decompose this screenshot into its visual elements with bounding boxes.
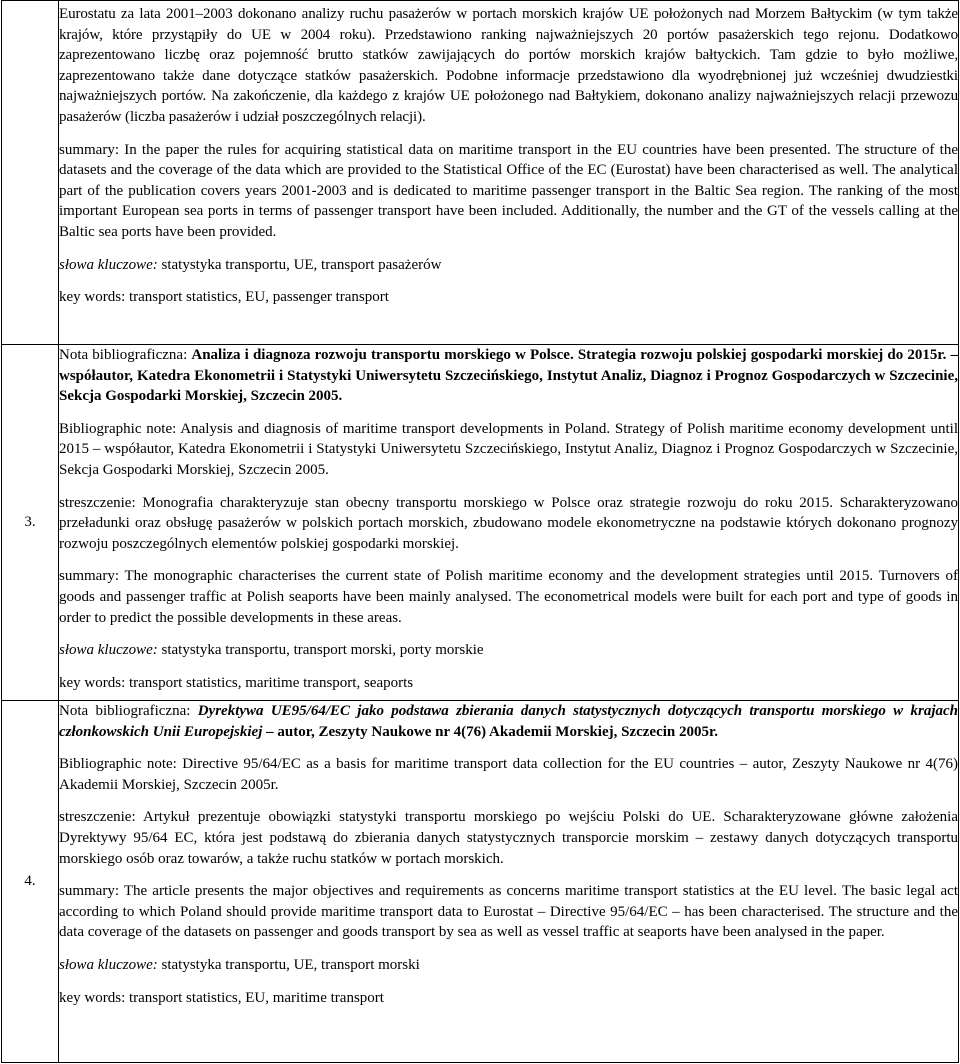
summary-en: summary: The monographic characterises the current state of Polish maritime economy and the development strategies until 2015. Turnovers of goods and passenger traffic at Polish seaports have been mainly analysed. The econometrical models were built for each port and type of goods in order to predict the possible developments in these areas.: [59, 568, 958, 626]
keywords-en: key words: transport statistics, EU, maritime transport: [59, 989, 384, 1006]
keywords-en: key words: transport statistics, EU, passenger transport: [59, 289, 389, 306]
summary-en: summary: In the paper the rules for acquiring statistical data on maritime transport in the EU countries have been presented. The structure of the datasets and the coverage of the data which are provided to the Statistical Office of the EC (Eurostat) have been characterised as well. The analytical part of the publication covers years 2001-2003 and is dedicated to maritime passenger transport in the Baltic Sea region. The ranking of the most important European sea ports in terms of passenger transport have been included. Additionally, the number and the GT of the vessels calling at the Baltic sea ports have been provided.: [59, 141, 958, 240]
streszczenie: streszczenie: Artykuł prezentuje obowiązki statystyki transportu morskiego po wejściu Polski do UE. Scharakteryzowane główne założenia Dyrektywy 95/64 EC, która jest podstawą do zbierania danych statystycznych transporcie morskim – zestawy danych dotyczących transportu morskiego osób oraz towarów, a także ruchu statków w portach morskich.: [59, 809, 958, 867]
row-content: [59, 701, 959, 1063]
nota-title: Analiza i diagnoza rozwoju transportu morskiego w Polsce. Strategia rozwoju polskiej gospodarki morskiej do 2015r. – współautor, Katedra Ekonometrii i Statystyki Uniwersytetu Szczecińskiego, Instytut Analiz, Diagnoz i Prognoz Gospodarczych w Szczecinie, Sekcja Gospodarki Morskiej, Szczecin 2005.: [59, 347, 958, 405]
bibliography-table: [1, 0, 959, 1063]
summary-en: summary: The article presents the major objectives and requirements as concerns maritime transport statistics at the EU level. The basic legal act according to which Poland should provide maritime transport data to Eurostat – Directive 95/64/EC – has been characterised. The structure and the data coverage of the datasets on passenger and goods transport by sea as well as vessel traffic at seaports have been analysed in the paper.: [59, 883, 958, 941]
row-content: [59, 1, 959, 345]
nota-title: Dyrektywa UE95/64/EC jako podstawa zbierania danych statystycznych dotyczących transportu morskiego w krajach członkowskich Unii Europejskiej: [59, 703, 958, 740]
bibliographic-note: Bibliographic note: Analysis and diagnosis of maritime transport developments in Poland. Strategy of Polish maritime economy development until 2015 – współautor, Katedra Ekonometrii i Statystyki Uniwersytetu Szczecińskiego, Instytut Analiz, Diagnoz i Prognoz Gospodarczych w Szczecinie, Sekcja Gospodarki Morskiej, Szczecin 2005.: [59, 420, 958, 478]
table-row: [2, 345, 959, 701]
abstract-pl: Eurostatu za lata 2001–2003 dokonano analizy ruchu pasażerów w portach morskich krajów UE położonych nad Morzem Bałtyckim (w tym także krajów, które przystąpiły do UE w 2004 roku). Przedstawiono ranking najważniejszych 20 portów pasażerskich tego rejonu. Dodatkowo zaprezentowano liczbę oraz pojemność brutto statków zawijających do portów morskich krajów bałtyckich. Tam gdzie to było możliwe, zaprezentowano także dane dotyczące statków pasażerskich. Podobne informacje przedstawiono dla wyodrębnionej już wcześniej dwudziestki najważniejszych portów. Na zakończenie, dla każdego z krajów UE położonego nad Bałtykiem, dokonano analizy najważniejszych relacji przewozu pasażerów (liczba pasażerów i udział poszczególnych relacji).: [59, 6, 958, 125]
keywords-pl: [59, 955, 958, 976]
nota-bibliograficzna: [59, 701, 958, 742]
bibliographic-note: Bibliographic note: Directive 95/64/EC as a basis for maritime transport data collection for the EU countries – autor, Zeszyty Naukowe nr 4(76) Akademii Morskiej, Szczecin 2005r.: [59, 756, 958, 793]
nota-label: Nota bibliograficzna:: [59, 347, 192, 363]
row-number: 3.: [2, 345, 59, 701]
row-content: [59, 345, 959, 701]
row-number: [2, 1, 59, 345]
keywords-pl-label: słowa kluczowe:: [59, 256, 158, 273]
nota-bibliograficzna: [59, 345, 958, 407]
keywords-pl: [59, 255, 958, 276]
keywords-pl: [59, 640, 958, 661]
keywords-en: key words: transport statistics, maritime transport, seaports: [59, 674, 414, 691]
keywords-pl-text: statystyka transportu, UE, transport pasażerów: [157, 256, 442, 273]
table-row: [2, 701, 959, 1063]
keywords-pl-text: statystyka transportu, UE, transport morski: [157, 956, 420, 973]
keywords-pl-text: statystyka transportu, transport morski, porty morskie: [157, 642, 484, 659]
nota-author: – autor, Zeszyty Naukowe nr 4(76) Akademii Morskiej, Szczecin 2005r.: [262, 723, 719, 740]
nota-label: Nota bibliograficzna:: [59, 703, 198, 719]
row-number: 4.: [2, 701, 59, 1063]
keywords-pl-label: słowa kluczowe:: [59, 642, 158, 659]
streszczenie: streszczenie: Monografia charakteryzuje stan obecny transportu morskiego w Polsce oraz strategie rozwoju do roku 2015. Scharakteryzowano przeładunki oraz obsługę pasażerów w polskich portach morskich, zbudowano modele ekonometryczne na podstawie których dokonano prognozy rozwoju poszczególnych elementów polskiej gospodarki morskiej.: [59, 494, 958, 552]
table-row: [2, 1, 959, 345]
keywords-pl-label: słowa kluczowe:: [59, 956, 158, 973]
